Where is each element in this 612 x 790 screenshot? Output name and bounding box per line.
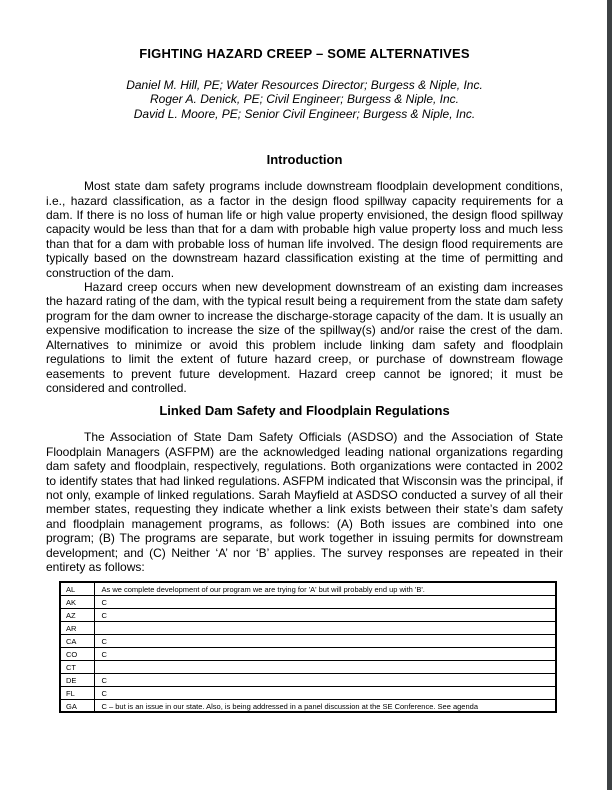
state-cell: DE [60,673,94,686]
response-cell: C – but is an issue in our state. Also, is being addressed in a panel discussion at the SE Conference. See agenda [94,699,556,712]
state-cell: CT [60,660,94,673]
state-cell: CO [60,647,94,660]
section-heading-linked-regulations: Linked Dam Safety and Floodplain Regulations [159,403,450,419]
author-line: Daniel M. Hill, PE; Water Resources Director; Burgess & Niple, Inc. [126,78,483,92]
state-cell: FL [60,686,94,699]
response-cell: As we complete development of our program we are trying for 'A' but will probably end up with 'B'. [94,582,556,595]
response-cell: C [94,595,556,608]
response-cell: C [94,686,556,699]
table-row [60,660,556,673]
author-line: Roger A. Denick, PE; Civil Engineer; Burgess & Niple, Inc. [149,92,460,107]
table-row [60,595,556,608]
page-content [46,0,563,713]
scan-border-right [607,0,612,790]
table-row [60,686,556,699]
response-cell [94,621,556,634]
response-cell [94,660,556,673]
state-cell: GA [60,699,94,712]
state-cell: AL [60,582,94,595]
paper-title: FIGHTING HAZARD CREEP – SOME ALTERNATIVES [139,46,470,61]
state-cell: AR [60,621,94,634]
state-cell: AK [60,595,94,608]
state-cell: CA [60,634,94,647]
table-row [60,673,556,686]
response-cell: C [94,608,556,621]
paragraph: Hazard creep occurs when new development downstream of an existing dam increases the hazard rating of the dam, with the typical result being a requirement from the state dam safety program for the dam owner to increase the discharge-storage capacity of the dam. It is usually an expensive modification to increase the size of the spillway(s) and/or raise the crest of the dam. Alternatives to minimize or avoid this problem include linking dam safety and floodplain regulations to limit the extent of future hazard creep, or purchase of downstream flowage easements to prevent future development. Hazard creep cannot be ignored; it must be considered and controlled. [46,280,563,395]
author-line: David L. Moore, PE; Senior Civil Engineer; Burgess & Niple, Inc. [133,106,476,121]
authors-block [46,78,563,121]
state-cell: AZ [60,608,94,621]
paragraph: Most state dam safety programs include downstream floodplain development conditions, i.e., hazard classification, as a factor in the design flood spillway capacity requirements for a dam. If there is no loss of human life or high value property envisioned, the design flood spillway capacity would be less than that for a dam with probable high value property loss and much less than that for a dam with probable loss of human life involved. The design flood requirements are typically based on the downstream hazard classification existing at the time of permitting and construction of the dam. [46,179,563,280]
response-cell: C [94,673,556,686]
table-row [60,608,556,621]
table-row [60,582,556,595]
section-heading-introduction: Introduction [266,152,343,168]
paragraph: The Association of State Dam Safety Officials (ASDSO) and the Association of State Floodplain Managers (ASFPM) are the acknowledged leading national organizations regarding dam safety and floodplain, respectively, regulations. Both organizations were contacted in 2002 to identify states that had linked regulations. ASFPM indicated that Wisconsin was the principal, if not only, example of linked regulations. Sarah Mayfield at ASDSO conducted a survey of all their member states, requesting they indicate whether a link exists between their state’s dam safety and floodplain management programs, as follows: (A) Both issues are combined into one program; (B) The programs are separate, but work together in issuing permits for downstream development; and (C) Neither ‘A’ nor ‘B’ applies. The survey responses are repeated in their entirety as follows: [46,430,563,574]
table-row [60,621,556,634]
response-cell: C [94,634,556,647]
table-row [60,634,556,647]
table-row [60,647,556,660]
survey-responses-table [59,581,557,713]
response-cell: C [94,647,556,660]
table-row [60,699,556,712]
